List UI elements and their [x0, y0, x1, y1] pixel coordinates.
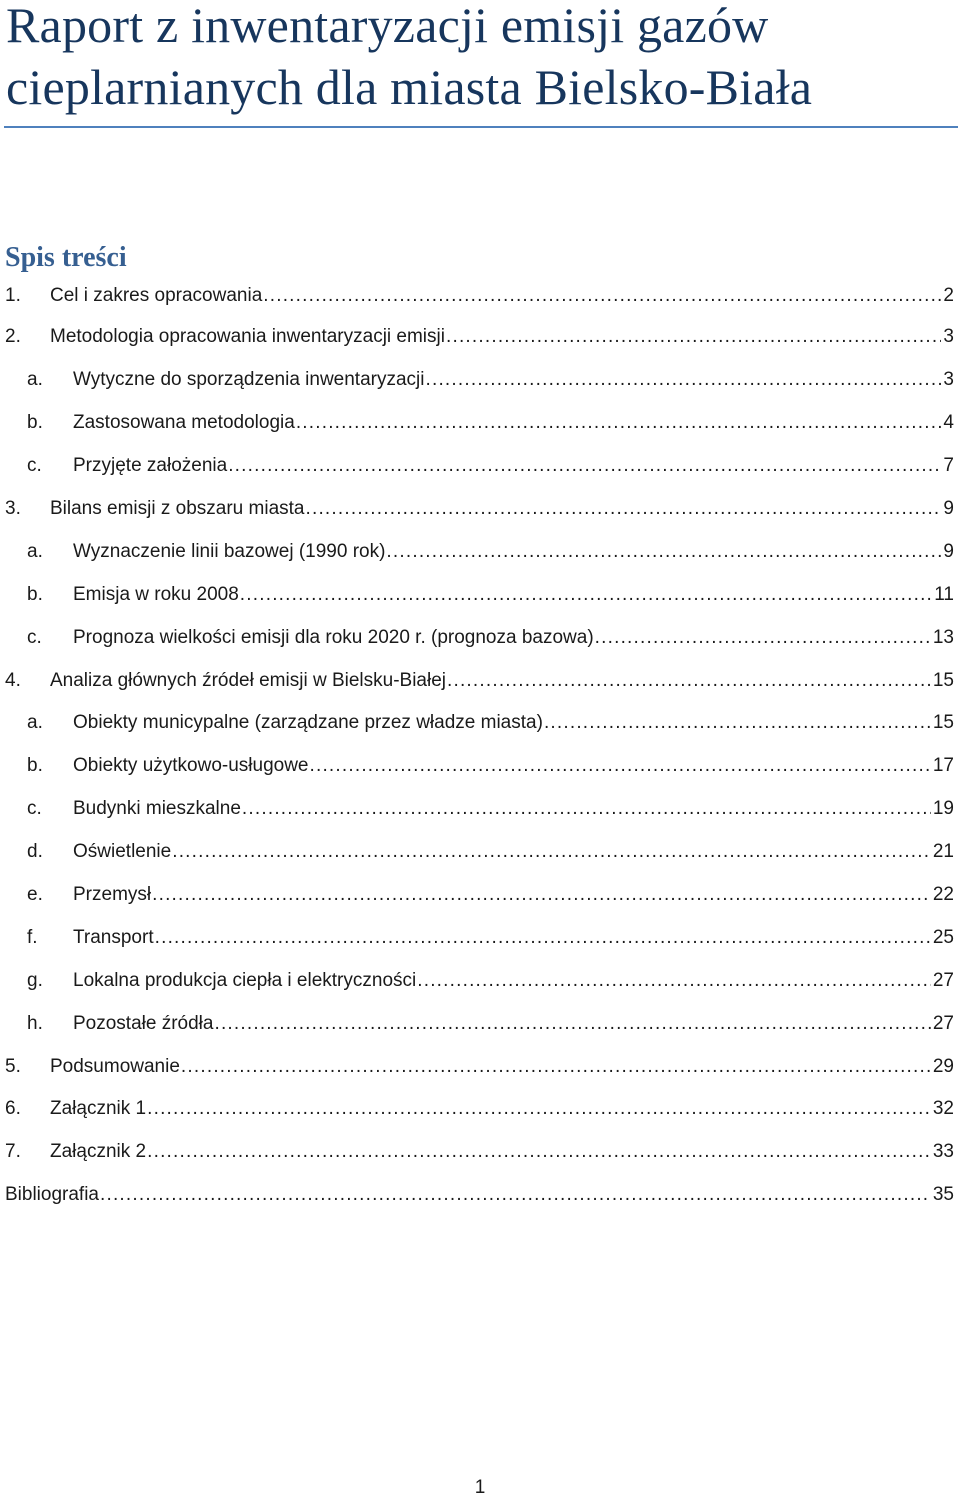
toc-dot-leader — [152, 883, 931, 907]
toc-entry[interactable] — [0, 702, 960, 745]
toc-entry-line — [50, 1140, 954, 1164]
toc-dot-leader — [147, 1140, 931, 1164]
toc-entry-title: Cel i zakres opracowania — [50, 285, 263, 306]
toc-entry-title: Załącznik 2 — [50, 1141, 147, 1163]
toc-dot-leader — [181, 1055, 931, 1079]
toc-entry-title: Przyjęte założenia — [73, 455, 228, 477]
toc-dot-leader — [296, 411, 942, 435]
toc-entry-page: 11 — [934, 583, 954, 605]
toc-entry-number: h. — [27, 1012, 43, 1034]
toc-entry-line — [73, 840, 954, 864]
toc-entry[interactable] — [0, 1088, 960, 1131]
toc-entry-title: Obiekty użytkowo-usługowe — [73, 755, 309, 777]
toc-entry-number: 4. — [5, 669, 21, 691]
toc-entry-line — [73, 797, 954, 821]
toc-entry-line — [73, 711, 954, 735]
toc-entry[interactable] — [0, 445, 960, 488]
toc-dot-leader — [310, 754, 931, 778]
toc-entry[interactable] — [0, 1045, 960, 1088]
toc-dot-leader — [305, 497, 941, 521]
toc-entry-number: c. — [27, 626, 42, 648]
toc-entry-line — [73, 454, 954, 478]
toc-entry[interactable] — [0, 488, 960, 531]
toc-entry-line — [73, 926, 954, 950]
toc-entry-line — [73, 969, 954, 993]
toc-entry-number: a. — [27, 712, 43, 734]
toc-entry-title: Lokalna produkcja ciepła i elektryczności — [73, 969, 417, 991]
toc-entry-title: Analiza głównych źródeł emisji w Bielsku-Białej — [50, 669, 446, 691]
toc-entry-number: b. — [27, 583, 43, 605]
toc-entry-line — [50, 669, 954, 693]
toc-entry-page: 13 — [932, 626, 954, 648]
toc-entry-title: Metodologia opracowania inwentaryzacji emisji — [50, 326, 445, 348]
toc-entry[interactable] — [0, 402, 960, 445]
toc-entry-title: Pozostałe źródła — [73, 1012, 214, 1034]
toc-entry[interactable] — [0, 831, 960, 874]
toc-dot-leader — [155, 926, 931, 950]
toc-entry-number: f. — [27, 926, 38, 948]
toc-entry-line — [50, 325, 954, 349]
toc-entry-page: 27 — [932, 1012, 954, 1034]
toc-entry-title: Emisja w roku 2008 — [73, 583, 239, 605]
toc-dot-leader — [446, 325, 941, 349]
document-title: Raport z inwentaryzacji emisji gazów cieplarnianych dla miasta Bielsko-Biała — [6, 0, 813, 115]
toc-dot-leader — [147, 1097, 931, 1121]
toc-entry-page: 33 — [932, 1141, 954, 1163]
toc-entry-line — [50, 497, 954, 521]
toc-entry-line — [73, 754, 954, 778]
toc-entry[interactable] — [0, 359, 960, 402]
toc-entry-title: Bilans emisji z obszaru miasta — [50, 498, 305, 519]
toc-dot-leader — [263, 284, 941, 308]
toc-entry-title: Bibliografia — [5, 1184, 99, 1206]
toc-entry-line — [5, 1183, 954, 1207]
toc-dot-leader — [100, 1183, 931, 1207]
toc-entry-line — [50, 284, 954, 308]
toc-dot-leader — [240, 583, 932, 607]
toc-entry[interactable] — [0, 1174, 960, 1217]
toc-entry-number: 3. — [5, 498, 21, 519]
toc-entry[interactable] — [0, 959, 960, 1002]
toc-entry[interactable] — [0, 788, 960, 831]
toc-entry[interactable] — [0, 916, 960, 959]
toc-entry-line — [73, 368, 954, 392]
toc-entry-line — [73, 1012, 954, 1036]
toc-entry-page: 17 — [932, 755, 954, 777]
toc-entry-number: 7. — [5, 1141, 21, 1163]
toc-entry[interactable] — [0, 874, 960, 917]
toc-entry-number: 6. — [5, 1098, 21, 1120]
toc-entry-page: 4 — [943, 412, 954, 434]
toc-entry-title: Transport — [73, 926, 154, 948]
toc-dot-leader — [214, 1012, 930, 1036]
toc-entry[interactable] — [0, 573, 960, 616]
toc-entry-number: g. — [27, 969, 43, 991]
toc-entry-number: d. — [27, 841, 43, 863]
toc-entry-number: c. — [27, 455, 42, 477]
toc-entry-number: b. — [27, 755, 43, 777]
toc-entry-page: 35 — [932, 1184, 954, 1206]
toc-entry-page: 15 — [932, 669, 954, 691]
toc-dot-leader — [595, 626, 931, 650]
toc-entry-number: 2. — [5, 326, 21, 348]
toc-entry-page: 22 — [932, 884, 954, 906]
toc-entry-number: c. — [27, 798, 42, 820]
toc-entry-title: Budynki mieszkalne — [73, 798, 241, 820]
toc-entry-title: Oświetlenie — [73, 841, 172, 863]
toc-entry-page: 21 — [932, 841, 954, 863]
table-of-contents — [0, 276, 960, 1217]
toc-entry-page: 15 — [932, 712, 954, 734]
toc-entry-line — [73, 411, 954, 435]
toc-entry[interactable] — [0, 1002, 960, 1045]
toc-entry-page: 2 — [943, 285, 954, 306]
toc-entry-page: 9 — [943, 540, 954, 562]
toc-entry-title: Wyznaczenie linii bazowej (1990 rok) — [73, 540, 386, 562]
toc-entry[interactable] — [0, 276, 960, 316]
toc-entry-number: a. — [27, 369, 43, 391]
toc-dot-leader — [242, 797, 931, 821]
toc-entry[interactable] — [0, 659, 960, 702]
toc-entry-page: 7 — [943, 455, 954, 477]
toc-entry-number: 5. — [5, 1055, 21, 1077]
toc-entry-line — [73, 883, 954, 907]
toc-entry-page: 27 — [932, 969, 954, 991]
toc-entry-page: 3 — [943, 369, 954, 391]
toc-entry[interactable] — [0, 1131, 960, 1174]
toc-entry-page: 29 — [932, 1055, 954, 1077]
toc-entry-line — [73, 540, 954, 564]
toc-entry[interactable] — [0, 616, 960, 659]
toc-dot-leader — [228, 454, 941, 478]
title-underline-divider — [4, 126, 958, 128]
toc-entry-title: Prognoza wielkości emisji dla roku 2020 r. (prognoza bazowa) — [73, 626, 594, 648]
toc-entry-line — [73, 626, 954, 650]
toc-entry[interactable] — [0, 745, 960, 788]
toc-entry-page: 32 — [932, 1098, 954, 1120]
toc-entry-title: Podsumowanie — [50, 1055, 180, 1077]
toc-entry-page: 3 — [943, 326, 954, 348]
toc-entry-number: e. — [27, 884, 43, 906]
toc-entry[interactable] — [0, 530, 960, 573]
toc-entry-page: 9 — [943, 498, 954, 519]
toc-entry-title: Załącznik 1 — [50, 1098, 147, 1120]
toc-entry-number: 1. — [5, 285, 21, 306]
toc-entry-number: a. — [27, 540, 43, 562]
toc-dot-leader — [447, 669, 931, 693]
toc-heading: Spis treści — [5, 242, 127, 273]
toc-entry-line — [73, 583, 954, 607]
toc-entry-title: Przemysł — [73, 884, 152, 906]
toc-entry-page: 25 — [932, 926, 954, 948]
toc-entry[interactable] — [0, 316, 960, 359]
toc-dot-leader — [386, 540, 941, 564]
toc-entry-number: b. — [27, 412, 43, 434]
toc-entry-line — [50, 1097, 954, 1121]
toc-dot-leader — [426, 368, 942, 392]
toc-dot-leader — [544, 711, 931, 735]
toc-entry-title: Obiekty municypalne (zarządzane przez władze miasta) — [73, 712, 543, 734]
toc-entry-line — [50, 1055, 954, 1079]
toc-dot-leader — [172, 840, 931, 864]
toc-entry-page: 19 — [932, 798, 954, 820]
toc-entry-title: Zastosowana metodologia — [73, 412, 295, 434]
page-number: 1 — [474, 1477, 486, 1498]
toc-dot-leader — [417, 969, 931, 993]
toc-entry-title: Wytyczne do sporządzenia inwentaryzacji — [73, 369, 425, 391]
